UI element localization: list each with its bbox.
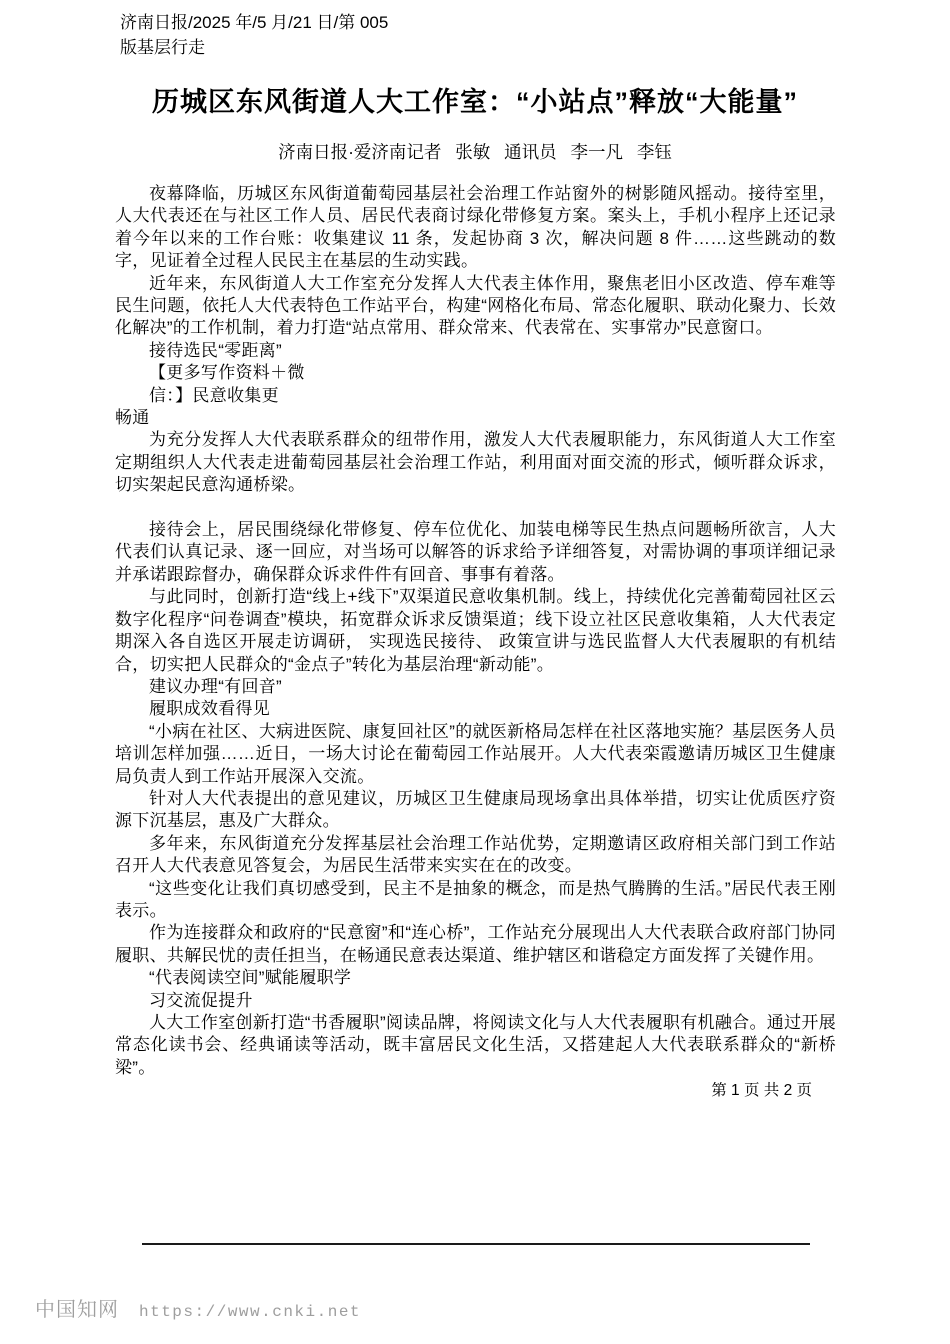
page-number: 第 1 页 共 2 页: [711, 1082, 812, 1099]
cnki-url-link[interactable]: https://www.cnki.net: [139, 1303, 362, 1321]
article-paragraph: 畅通: [115, 408, 150, 428]
source-header-line2: 版基层行走: [120, 38, 205, 57]
article-paragraph: 信：】民意收集更: [149, 385, 279, 405]
article-paragraph: 针对人大代表提出的意见建议，历城区卫生健康局现场拿出具体举措，切实让优质医疗资源下沉基层，惠及广大群众。: [115, 788, 836, 831]
article-paragraph: “小病在社区、大病进医院、康复回社区”的就医新格局怎样在社区落地实施？基层医务人员培训怎样加强……近日，一场大讨论在葡萄园工作站展开。人大代表栾霞邀请历城区卫生健康局负责人到工作站开展深入交流。: [115, 721, 836, 786]
cnki-logo-text: 中国知网: [35, 1299, 119, 1321]
footer-divider: [142, 1243, 810, 1245]
article-paragraph: “代表阅读空间”赋能履职学: [149, 968, 352, 988]
article-paragraph: 习交流促提升: [149, 990, 253, 1010]
article-paragraph: 作为连接群众和政府的“民意窗”和“连心桥”，工作站充分展现出人大代表联合政府部门协同履职、共解民忧的责任担当，在畅通民意表达渠道、维护辖区和谐稳定方面发挥了关键作用。: [115, 923, 836, 965]
blank-line: [115, 497, 836, 519]
source-header-line1: 济南日报/2025 年/5 月/21 日/第 005: [120, 13, 389, 32]
article-paragraph: 多年来，东风街道充分发挥基层社会治理工作站优势，定期邀请区政府相关部门到工作站召开人大代表意见答复会，为居民生活带来实实在在的改变。: [115, 833, 836, 876]
article-paragraph: 【更多写作资料＋微: [149, 363, 305, 383]
article-byline: 济南日报·爱济南记者 张敏 通讯员 李一凡 李钰: [278, 142, 672, 162]
article-paragraph: 与此同时，创新打造“线上+线下”双渠道民意收集机制。线上，持续优化完善葡萄园社区云数字化程序“问卷调查”模块，拓宽群众诉求反馈渠道；线下设立社区民意收集箱，人大代表定期深入各自选区开展走访调研， 实现选民接待、 政策宣讲与选民监督人大代表履职的有机结合，切实把人民群众的“金点子”转化为基层治理“新动能”。: [115, 587, 836, 674]
article-title: 历城区东风街道人大工作室：“小站点”释放“大能量”: [152, 87, 798, 117]
article-paragraph: 为充分发挥人大代表联系群众的纽带作用，激发人大代表履职能力，东风街道人大工作室定期组织人大代表走进葡萄园基层社会治理工作站，利用面对面交流的形式，倾听群众诉求，切实架起民意沟通桥梁。: [115, 430, 836, 495]
article-paragraph: 履职成效看得见: [149, 699, 271, 719]
article-paragraph: 接待选民“零距离”: [149, 340, 283, 360]
source-header: [120, 10, 860, 60]
article-body: [115, 183, 836, 1079]
article-paragraph: 夜幕降临，历城区东风街道葡萄园基层社会治理工作站窗外的树影随风摇动。接待室里，人大代表还在与社区工作人员、居民代表商讨绿化带修复方案。案头上，手机小程序上还记录着今年以来的工作台账：收集建议 11 条，发起协商 3 次，解决问题 8 件……这些跳动的数字，见证着全过程人民民主在基层的生动实践。: [115, 184, 836, 271]
article-paragraph: 近年来，东风街道人大工作室充分发挥人大代表主体作用，聚焦老旧小区改造、停车难等民生问题，依托人大代表特色工作站平台，构建“网格化布局、常态化履职、联动化聚力、长效化解决”的工作机制，着力打造“站点常用、群众常来、代表常在、实事常办”民意窗口。: [115, 273, 836, 338]
article-paragraph: 建议办理“有回音”: [149, 676, 283, 696]
article-paragraph: 人大工作室创新打造“书香履职”阅读品牌，将阅读文化与人大代表履职有机融合。通过开展常态化读书会、经典诵读等活动，既丰富居民文化生活，又搭建起人大代表联系群众的“新桥梁”。: [115, 1013, 836, 1077]
article-paragraph: 接待会上，居民围绕绿化带修复、停车位优化、加装电梯等民生热点问题畅所欲言，人大代表们认真记录、逐一回应，对当场可以解答的诉求给予详细答复，对需协调的事项详细记录并承诺跟踪督办，确保群众诉求件件有回音、事事有着落。: [115, 520, 836, 584]
article-paragraph: “这些变化让我们真切感受到，民主不是抽象的概念，而是热气腾腾的生活。”居民代表王刚表示。: [115, 878, 836, 920]
cnki-watermark: [35, 1293, 361, 1322]
